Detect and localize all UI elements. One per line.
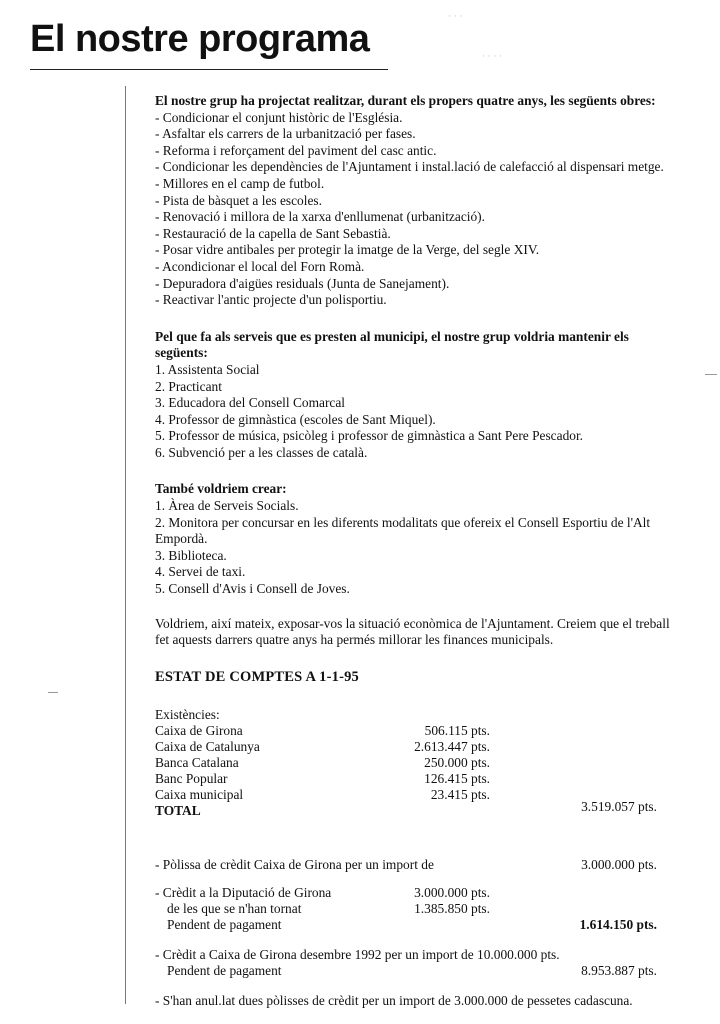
list-item: 4. Professor de gimnàstica (escoles de Sant Miquel).: [155, 411, 436, 427]
list-item: - Pista de bàsquet a les escoles.: [155, 192, 322, 208]
existencies-label: Existències:: [155, 707, 220, 723]
list-item: 2. Monitora per concursar en les diferents modalitats que ofereix el Consell Esportiu de l'Alt Empordà.: [155, 514, 651, 547]
list-item: - Acondicionar el local del Forn Romà.: [155, 258, 365, 274]
total-label: TOTAL: [155, 803, 201, 819]
account-row: [155, 739, 685, 755]
list-item: 1. Àrea de Serveis Socials.: [155, 498, 299, 514]
list-item: - Restauració de la capella de Sant Sebastià.: [155, 225, 391, 241]
account-name: Banc Popular: [155, 771, 228, 787]
title-underline: [30, 69, 388, 70]
list-item: - Renovació i millora de la xarxa d'enllumenat (urbanització).: [155, 209, 485, 225]
account-name: Banca Catalana: [155, 755, 239, 771]
total-amount: 3.519.057 pts.: [581, 799, 657, 815]
list-item: 4. Servei de taxi.: [155, 564, 246, 580]
list-item: - Depuradora d'aigües residuals (Junta de Sanejament).: [155, 275, 450, 291]
list-item: 2. Practicant: [155, 378, 222, 394]
list-item: 6. Subvenció per a les classes de català.: [155, 444, 368, 460]
diputacio-returned-row: [155, 901, 685, 917]
left-margin-rule: [125, 86, 126, 1004]
diputacio-row: [155, 885, 685, 901]
total-row: [155, 799, 685, 819]
obres-list: [155, 110, 685, 309]
crear-section: [155, 481, 685, 597]
accounts-statement: [155, 707, 685, 1009]
list-item: - Posar vidre antibales per protegir la imatge de la Verge, del segle XIV.: [155, 242, 540, 258]
serveis-list: [155, 362, 685, 462]
credit1992-pendent-amount: 8.953.887 pts.: [581, 963, 657, 979]
existencies-row: [155, 707, 685, 723]
diputacio-pendent-amount: 1.614.150 pts.: [579, 917, 657, 933]
program-content: [155, 93, 685, 1009]
polissa-text: - Pòlissa de crèdit Caixa de Girona per un import de: [155, 857, 434, 873]
list-item: - Reforma i reforçament del paviment del casc antic.: [155, 142, 437, 158]
account-amount: 250.000 pts.: [424, 755, 490, 771]
account-amount: 23.415 pts.: [430, 787, 490, 803]
account-amount: 506.115 pts.: [424, 723, 490, 739]
account-name: Caixa de Girona: [155, 723, 243, 739]
serveis-section: [155, 329, 685, 462]
account-amount: 126.415 pts.: [424, 771, 490, 787]
diputacio-pendent-row: [155, 917, 685, 933]
list-item: 1. Assistenta Social: [155, 361, 260, 377]
account-row: [155, 755, 685, 771]
scan-speck: · · ·: [448, 12, 463, 22]
account-row: [155, 723, 685, 739]
list-item: 3. Educadora del Consell Comarcal: [155, 395, 346, 411]
credit1992-pendent-label: Pendent de pagament: [167, 963, 282, 979]
credit1992-pendent-row: [155, 963, 685, 979]
estat-heading: ESTAT DE COMPTES A 1-1-95: [155, 668, 360, 685]
scan-speck: · · · ·: [482, 52, 503, 62]
account-row: [155, 771, 685, 787]
account-name: Caixa municipal: [155, 787, 244, 803]
list-item: - Reactivar l'antic projecte d'un polisportiu.: [155, 292, 387, 308]
diputacio-amount: 3.000.000 pts.: [414, 885, 490, 901]
list-item: 3. Biblioteca.: [155, 547, 227, 563]
margin-tick-right: [705, 374, 717, 375]
account-amount: 2.613.447 pts.: [414, 739, 490, 755]
list-item: - Condicionar el conjunt històric de l'Església.: [155, 109, 403, 125]
diputacio-returned-text: de les que se n'han tornat: [167, 901, 302, 917]
credit1992-row: [155, 947, 685, 963]
obres-section: [155, 93, 685, 309]
list-item: - Condicionar les dependències de l'Ajuntament i instal.lació de calefacció al dispensari metge.: [155, 159, 664, 175]
list-item: - Asfaltar els carrers de la urbanització per fases.: [155, 126, 416, 142]
crear-list: [155, 498, 685, 598]
list-item: 5. Consell d'Avis i Consell de Joves.: [155, 581, 350, 597]
anulat-text: - S'han anul.lat dues pòlisses de crèdit per un import de 3.000.000 de pessetes cadascuna.: [155, 993, 633, 1009]
serveis-heading: Pel que fa als serveis que es presten al municipi, el nostre grup voldria mantenir els següents:: [155, 328, 629, 361]
account-name: Caixa de Catalunya: [155, 739, 260, 755]
page-title: El nostre programa: [30, 18, 370, 60]
credit1992-text: - Crèdit a Caixa de Girona desembre 1992 per un import de 10.000.000 pts.: [155, 947, 560, 963]
diputacio-text: - Crèdit a la Diputació de Girona: [155, 885, 332, 901]
margin-tick-left: [48, 692, 58, 693]
list-item: 5. Professor de música, psicòleg i professor de gimnàstica a Sant Pere Pescador.: [155, 428, 584, 444]
crear-heading: També voldriem crear:: [155, 481, 287, 497]
polissa-row: [155, 857, 685, 873]
polissa-amount: 3.000.000 pts.: [581, 857, 657, 873]
diputacio-pendent-label: Pendent de pagament: [167, 917, 282, 933]
anulat-row: [155, 993, 685, 1009]
list-item: - Millores en el camp de futbol.: [155, 175, 325, 191]
obres-heading: El nostre grup ha projectat realitzar, durant els propers quatre anys, les següents obres:: [155, 93, 656, 108]
finances-paragraph: Voldriem, així mateix, exposar-vos la situació econòmica de l'Ajuntament. Creiem que el treball fet aquests darrers quatre anys ha permés millorar les finances municipals.: [155, 615, 670, 648]
diputacio-returned-amount: 1.385.850 pts.: [414, 901, 490, 917]
